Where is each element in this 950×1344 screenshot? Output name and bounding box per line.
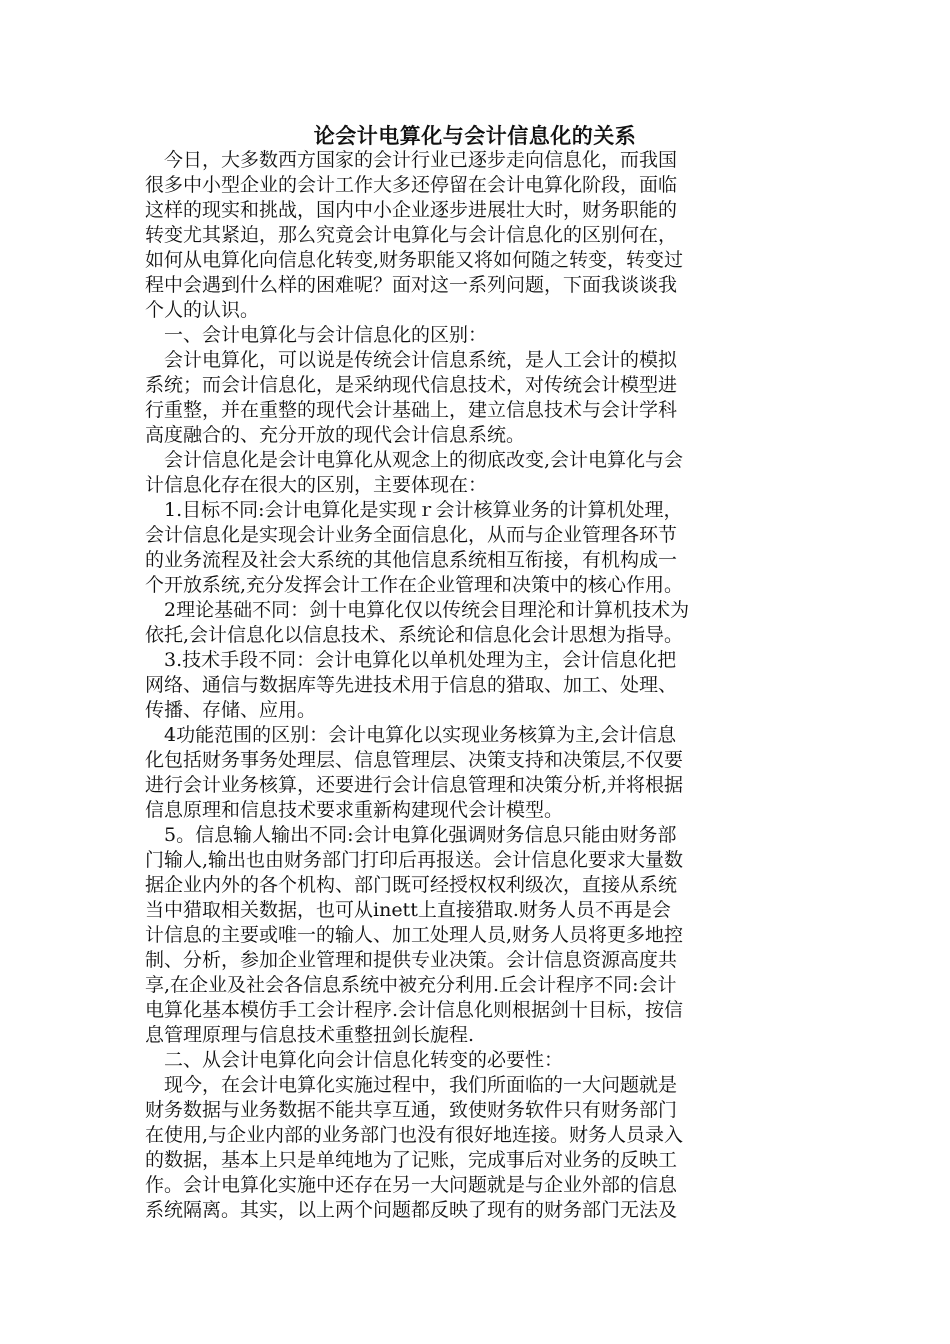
text-line: 门输人,输出也由财务部门打印后再报送。会计信息化要求大量数 bbox=[145, 849, 684, 871]
text-line: 系统隔离。其实，以上两个问题都反映了现有的财务部门无法及 bbox=[145, 1199, 678, 1221]
text-line: 2理论基础不同：剑十电算化仅以传统会目理沦和计算机技术为 bbox=[145, 599, 690, 621]
text-line: 现今，在会计电算化实施过程中，我们所面临的一大问题就是 bbox=[145, 1074, 678, 1096]
text-line: 今日，大多数西方国家的会计行业已逐步走向信息化，而我国 bbox=[145, 149, 678, 171]
text-line: 个开放系统,充分发挥会计工作在企业管理和决策中的核心作用。 bbox=[145, 574, 684, 596]
text-line: 的业务流程及社会大系统的其他信息系统相互衔接，有机构成一 bbox=[145, 549, 678, 571]
text-line: 个人的认识。 bbox=[145, 299, 260, 321]
text-line: 3.技术手段不同：会计电算化以单机处理为主，会计信息化把 bbox=[145, 649, 677, 671]
text-line: 网络、通信与数据库等先进技术用于信息的猎取、加工、处理、 bbox=[145, 674, 678, 696]
text-line: 会计电算化，可以说是传统会计信息系统，是人工会计的模拟 bbox=[145, 349, 678, 371]
text-line: 制、分析，参加企业管理和提供专业决策。会计信息资源高度共 bbox=[145, 949, 678, 971]
text-line: 二、从会计电算化向会计信息化转变的必要性： bbox=[145, 1049, 564, 1071]
text-line: 传播、存储、应用。 bbox=[145, 699, 317, 721]
text-line: 高度融合的、充分开放的现代会计信息系统。 bbox=[145, 424, 526, 446]
text-line: 转变尤其紧迫，那么究竟会计电算化与会计信息化的区别何在， bbox=[145, 224, 678, 246]
text-line: 计信息化存在很大的区别，主要体现在： bbox=[145, 474, 488, 496]
text-line: 财务数据与业务数据不能共享互通，致使财务软件只有财务部门 bbox=[145, 1099, 678, 1121]
text-line: 信息原理和信息技术要求重新构建现代会计模型。 bbox=[145, 799, 564, 821]
document-title: 论会计电算化与会计信息化的关系 bbox=[313, 123, 637, 148]
text-line: 如何从电算化向信息化转变,财务职能又将如何随之转变，转变过 bbox=[145, 249, 684, 271]
text-line: 化包括财务事务处理层、信息管理层、决策支持和决策层,不仅要 bbox=[145, 749, 684, 771]
text-line: 电算化基本模仿手工会计程序.会计信息化则根据剑十目标，按信 bbox=[145, 999, 684, 1021]
document-body bbox=[145, 148, 805, 1223]
text-line: 会计信息化是实现会计业务全面信息化，从而与企业管理各环节 bbox=[145, 524, 678, 546]
text-line: 这样的现实和挑战，国内中小企业逐步进展壮大时，财务职能的 bbox=[145, 199, 678, 221]
text-line: 当中猎取相关数据，也可从inett上直接猎取.财务人员不再是会 bbox=[145, 899, 671, 921]
text-line: 计信息的主要或唯一的输人、加工处理人员,财务人员将更多地控 bbox=[145, 924, 684, 946]
text-line: 系统；而会计信息化，是采纳现代信息技术，对传统会计模型进 bbox=[145, 374, 678, 396]
text-line: 进行会计业务核算，还要进行会计信息管理和决策分析,并将根据 bbox=[145, 774, 684, 796]
text-line: 作。会计电算化实施中还存在另一大问题就是与企业外部的信息 bbox=[145, 1174, 678, 1196]
text-line: 5。信息输人输出不同:会计电算化强调财务信息只能由财务部 bbox=[145, 824, 677, 846]
text-line: 享,在企业及社会各信息系统中被充分利用.丘会计程序不同:会计 bbox=[145, 974, 677, 996]
text-line: 行重整，并在重整的现代会计基础上，建立信息技术与会计学科 bbox=[145, 399, 678, 421]
text-line: 的数据，基本上只是单纯地为了记账，完成事后对业务的反映工 bbox=[145, 1149, 678, 1171]
text-line: 在使用,与企业内部的业务部门也没有很好地连接。财务人员录入 bbox=[145, 1124, 684, 1146]
text-line: 会计信息化是会计电算化从观念上的彻底改变,会计电算化与会 bbox=[145, 449, 684, 471]
text-line: 据企业内外的各个机构、部门既可经授权权利级次，直接从系统 bbox=[145, 874, 678, 896]
text-line: 依托,会计信息化以信息技术、系统论和信息化会计思想为指导。 bbox=[145, 624, 684, 646]
text-line: 1.目标不同:会计电算化是实现ｒ会计核算业务的计算机处理， bbox=[145, 499, 683, 521]
text-line: 息管理原理与信息技术重整扭剑长旎程. bbox=[145, 1024, 475, 1046]
text-line: 一、会计电算化与会计信息化的区别： bbox=[145, 324, 488, 346]
text-line: 很多中小型企业的会计工作大多还停留在会计电算化阶段，面临 bbox=[145, 174, 678, 196]
text-line: 程中会遇到什么样的困难呢？面对这一系列问题，下面我谈谈我 bbox=[145, 274, 678, 296]
text-line: 4功能范围的区别：会计电算化以实现业务核算为主,会计信息 bbox=[145, 724, 677, 746]
